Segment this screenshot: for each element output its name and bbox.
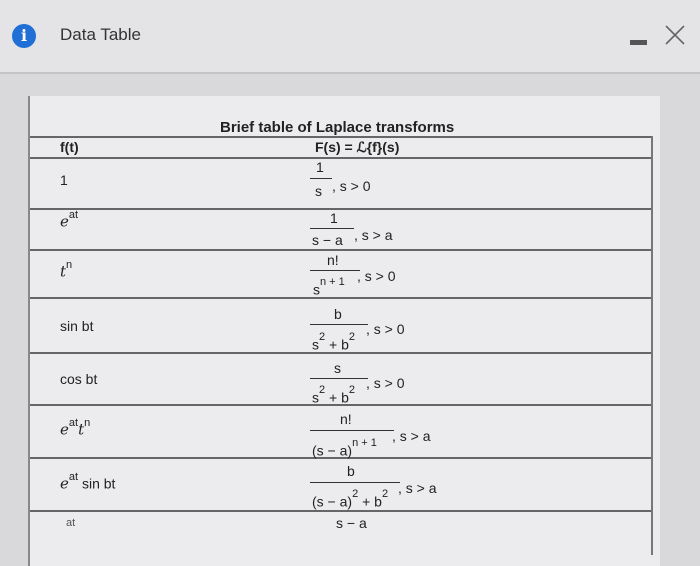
row-2-denominator: s − a [312, 232, 343, 248]
row-2-ft-base: e [60, 212, 69, 231]
row-3-numerator: n! [327, 252, 339, 268]
row-1-denominator: s [315, 183, 322, 199]
fraction-bar [310, 378, 368, 379]
row-5-condition: , s > 0 [366, 375, 405, 391]
row-4-denominator [312, 331, 355, 353]
fraction-bar [310, 430, 394, 431]
fraction-bar [310, 270, 360, 271]
header-bottom-rule [30, 157, 653, 159]
header-ft: f(t) [60, 139, 79, 155]
row-7-den-a: (s − a) [312, 493, 353, 510]
window-title: Data Table [60, 25, 141, 44]
row-2-condition: , s > a [354, 227, 393, 243]
row-7-numerator: b [347, 463, 355, 479]
row-5-den-b: + b [325, 389, 349, 406]
row-2-ft-sup: at [68, 209, 79, 221]
row-3-den-sup: n + 1 [320, 276, 345, 288]
row-divider [30, 510, 653, 512]
row-4-ft: sin bt [60, 318, 94, 334]
row-1-numerator: 1 [316, 159, 324, 175]
row-3-den-base: s [313, 281, 320, 298]
row-4-den-sup2: 2 [348, 331, 355, 343]
title-divider [0, 72, 700, 74]
fraction-bar [310, 324, 368, 325]
table-right-border [651, 136, 653, 555]
row-5-denominator [312, 384, 355, 406]
row-6-den-base: (s − a) [312, 442, 353, 459]
row-3-ft-sup: n [66, 259, 73, 271]
row-4-den-b: + b [325, 336, 349, 353]
row-7-den-sup2: 2 [381, 488, 389, 500]
row-2-ft [60, 209, 79, 231]
row-3-condition: , s > 0 [357, 268, 396, 284]
row-6-numerator: n! [340, 411, 352, 427]
header-Fs: F(s) = ℒ{f}(s) [315, 139, 400, 155]
fraction-bar [310, 178, 332, 179]
row-6-ft-sup2: n [84, 417, 91, 429]
row-7-ft-tail: sin bt [78, 475, 116, 492]
row-4-den-sup1: 2 [319, 331, 326, 343]
fraction-bar [310, 228, 354, 229]
row-6-den-sup: n + 1 [352, 437, 377, 449]
minimize-icon[interactable] [630, 40, 647, 45]
row-7-denominator [312, 488, 389, 510]
row-5-den-sup1: 2 [319, 384, 326, 396]
row-3-ft [60, 259, 73, 281]
row-6-ft-base: e [60, 420, 69, 439]
row-8-ft-partial: at [66, 517, 76, 529]
row-7-den-b: + b [358, 493, 382, 510]
close-icon[interactable] [664, 24, 686, 46]
row-6-denominator [312, 437, 377, 459]
row-divider [30, 208, 653, 210]
row-3-denominator [313, 276, 345, 298]
row-6-ft [60, 417, 91, 439]
row-4-condition: , s > 0 [366, 321, 405, 337]
row-divider [30, 249, 653, 251]
row-8-partial: s − a [336, 515, 367, 531]
row-5-ft: cos bt [60, 371, 98, 387]
row-3-ft-base: t [60, 262, 67, 281]
row-2-numerator: 1 [330, 210, 338, 226]
row-6-ft-sup: at [68, 417, 79, 429]
row-1-ft: 1 [60, 172, 68, 188]
row-5-numerator: s [334, 360, 341, 376]
row-5-den-sup2: 2 [348, 384, 355, 396]
header-top-rule [30, 136, 653, 138]
row-7-den-sup1: 2 [352, 488, 359, 500]
table-title: Brief table of Laplace transforms [220, 119, 455, 136]
row-7-ft [60, 471, 116, 493]
row-7-ft-base: e [60, 474, 69, 493]
row-6-ft-base2: t [78, 420, 85, 439]
fraction-bar [310, 482, 400, 483]
row-4-den-a: s [312, 336, 319, 353]
row-4-numerator: b [334, 306, 342, 322]
info-icon: i [12, 24, 36, 48]
row-1-condition: , s > 0 [332, 178, 371, 194]
row-7-ft-sup: at [68, 471, 79, 483]
row-7-condition: , s > a [398, 480, 437, 496]
row-5-den-a: s [312, 389, 319, 406]
row-6-condition: , s > a [392, 428, 431, 444]
title-bar [0, 0, 700, 72]
